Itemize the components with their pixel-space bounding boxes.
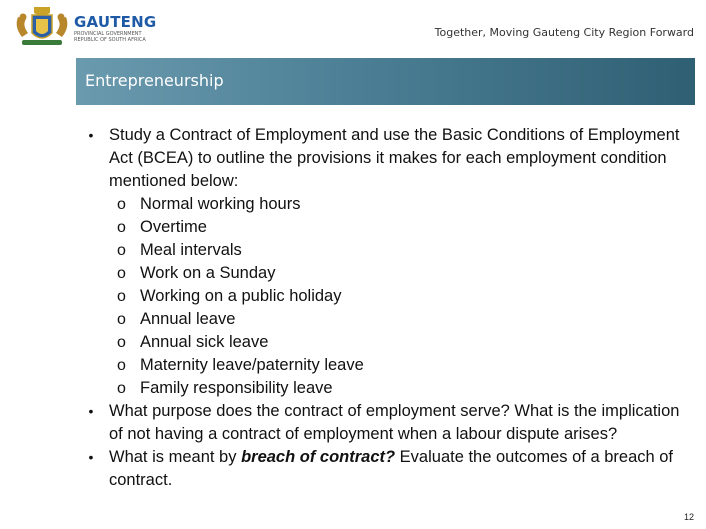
sub-item-text: Normal working hours [140, 195, 301, 213]
brand-subtitle-1: PROVINCIAL GOVERNMENT [74, 31, 142, 37]
sub-item-text: Working on a public holiday [140, 287, 342, 305]
brand-name: GAUTENG [74, 13, 157, 31]
sub-item [0, 377, 706, 400]
sub-item [0, 193, 706, 216]
sub-item-text: Family responsibility leave [140, 379, 333, 397]
sub-item-text: Maternity leave/paternity leave [140, 356, 364, 374]
page-number: 12 [683, 512, 694, 522]
sub-item [0, 216, 706, 239]
bullet-text-pre: What is meant by [109, 448, 242, 466]
bullet-text-emphasis: breach of contract? [241, 448, 396, 466]
bullet-dot-icon: • [88, 449, 94, 465]
sub-item-text: Work on a Sunday [140, 264, 276, 282]
bullet-text: Study a Contract of Employment and use the Basic Conditions of Employment Act (BCEA) to outline the provisions it makes for each employment condition mentioned below: [109, 126, 680, 190]
circle-bullet-icon: o [117, 357, 126, 374]
coat-of-arms-icon [12, 3, 72, 47]
circle-bullet-icon: o [117, 311, 126, 328]
bullet-dot-icon: • [88, 403, 94, 419]
sub-item [0, 262, 706, 285]
circle-bullet-icon: o [117, 334, 126, 351]
circle-bullet-icon: o [117, 380, 126, 397]
sub-item-text: Meal intervals [140, 241, 242, 259]
slide-header [0, 0, 706, 52]
circle-bullet-icon: o [117, 242, 126, 259]
sub-item-text: Annual sick leave [140, 333, 269, 351]
bullet-dot-icon: • [88, 127, 94, 143]
gauteng-logo [12, 3, 157, 47]
sub-item [0, 331, 706, 354]
brand-subtitle-2: REPUBLIC OF SOUTH AFRICA [74, 37, 146, 43]
sub-item [0, 239, 706, 262]
sub-item [0, 308, 706, 331]
bullet-text: What purpose does the contract of employment serve? What is the implication of not having a contract of employment when a labour dispute arises? [109, 402, 680, 443]
sub-item-text: Annual leave [140, 310, 236, 328]
circle-bullet-icon: o [117, 288, 126, 305]
tagline: Together, Moving Gauteng City Region Forward [434, 26, 694, 39]
bullet-text-post: Evaluate the outcomes of a breach of contract. [109, 448, 674, 489]
sub-item [0, 285, 706, 308]
slide-title: Entrepreneurship [85, 71, 224, 90]
bullet-item-2 [0, 400, 706, 446]
circle-bullet-icon: o [117, 265, 126, 282]
circle-bullet-icon: o [117, 196, 126, 213]
slide-content [0, 124, 706, 492]
bullet-item-1 [0, 124, 706, 193]
sub-item [0, 354, 706, 377]
sub-item-text: Overtime [140, 218, 207, 236]
title-banner [76, 58, 695, 105]
circle-bullet-icon: o [117, 219, 126, 236]
bullet-item-3 [0, 446, 706, 492]
